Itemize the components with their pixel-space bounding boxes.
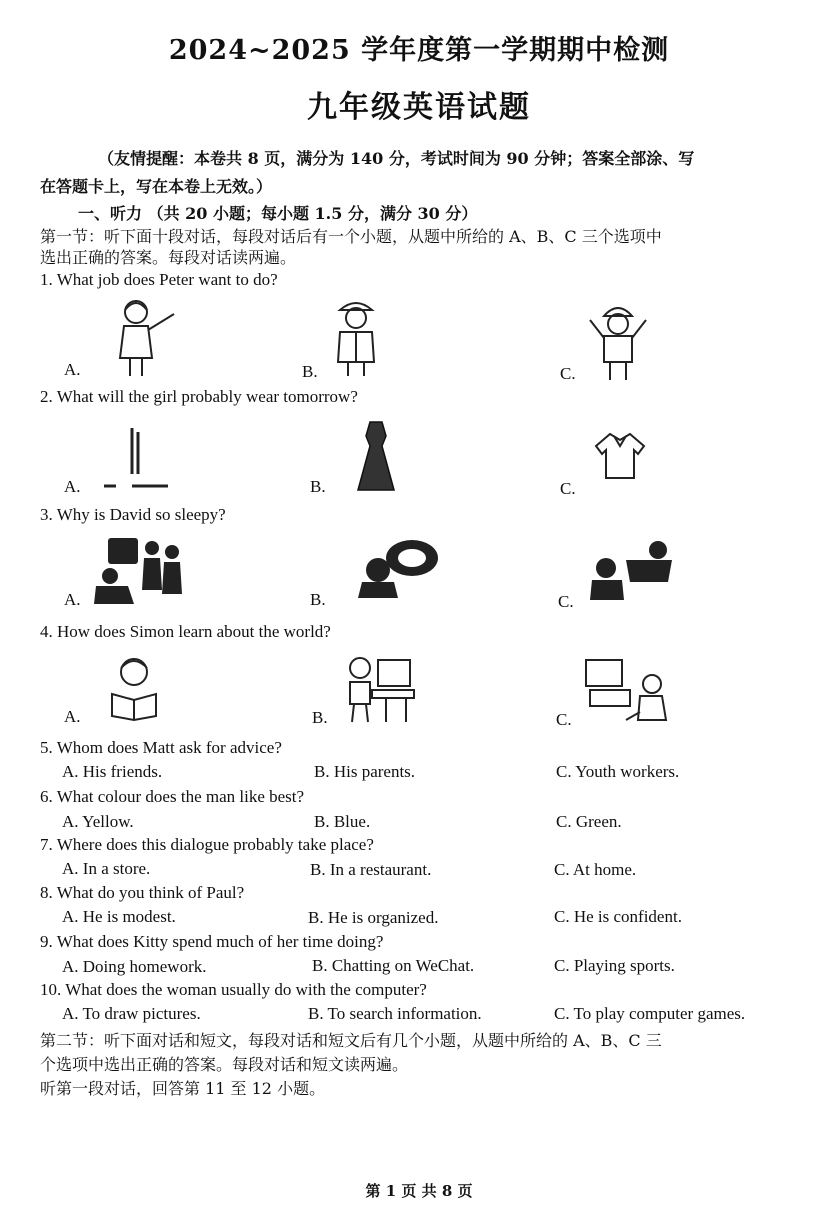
part-2-instruction-line-2: 个选项中选出正确的答案。每段对话和短文读两遍。 — [40, 1055, 409, 1074]
part-2-instruction-line-1: 第二节：听下面对话和短文，每段对话和短文后有几个小题，从题中所给的 A、B、C 三 — [40, 1031, 662, 1050]
exam-subtitle: 九年级英语试题 — [307, 90, 531, 125]
exam-title: 2024~2025 学年度第一学期期中检测 — [168, 35, 670, 66]
q3-label-b: B. — [310, 590, 326, 609]
q6-option-c: C. Green. — [556, 812, 622, 831]
part-1-instruction-line-1: 第一节：听下面十段对话，每段对话后有一个小题，从题中所给的 A、B、C 三个选项中 — [40, 227, 662, 246]
question-10: 10. What does the woman usually do with the computer? — [40, 980, 427, 999]
q1-label-a: A. — [64, 360, 81, 379]
polo-shirt-picture — [594, 430, 646, 482]
family-watching-tv-picture — [94, 534, 186, 606]
q2-label-c: C. — [560, 479, 576, 498]
q6-option-a: A. Yellow. — [62, 812, 134, 831]
q4-label-a: A. — [64, 707, 81, 726]
question-9: 9. What does Kitty spend much of her time doing? — [40, 932, 384, 951]
q10-option-c: C. To play computer games. — [554, 1004, 746, 1023]
q5-option-b: B. His parents. — [314, 762, 416, 781]
girl-on-phone-picture — [356, 536, 444, 598]
dress-picture — [356, 420, 396, 492]
question-1: 1. What job does Peter want to do? — [40, 270, 278, 289]
q8-option-a: A. He is modest. — [62, 907, 176, 926]
page-number: 第 1 页 共 8 页 — [365, 1182, 473, 1200]
q2-label-a: A. — [64, 477, 81, 496]
q3-label-a: A. — [64, 590, 81, 609]
section-1-heading: 一、听力 （共 20 小题；每小题 1.5 分，满分 30 分） — [78, 204, 478, 223]
question-6: 6. What colour does the man like best? — [40, 787, 305, 806]
q7-option-b: B. In a restaurant. — [310, 860, 432, 879]
doctor-picture — [328, 296, 384, 378]
q3-label-c: C. — [558, 592, 574, 611]
q5-option-c: C. Youth workers. — [556, 762, 680, 781]
question-8: 8. What do you think of Paul? — [40, 883, 245, 902]
q4-label-b: B. — [312, 708, 328, 727]
q10-option-a: A. To draw pictures. — [62, 1004, 201, 1023]
notice-line-2: 在答题卡上，写在本卷上无效。） — [40, 177, 273, 196]
computer-user-picture — [342, 654, 416, 724]
question-2: 2. What will the girl probably wear tomorrow? — [40, 387, 358, 406]
part-1-instruction-line-2: 选出正确的答案。每段对话读两遍。 — [40, 248, 297, 267]
question-3: 3. Why is David so sleepy? — [40, 505, 226, 524]
q7-option-a: A. In a store. — [62, 859, 151, 878]
q1-label-c: C. — [560, 364, 576, 383]
boy-playing-games-picture — [590, 538, 674, 602]
shirt-on-hanger-picture — [102, 424, 170, 490]
q9-option-a: A. Doing homework. — [62, 957, 207, 976]
q6-option-b: B. Blue. — [314, 812, 371, 831]
question-5: 5. Whom does Matt ask for advice? — [40, 738, 282, 757]
q8-option-c: C. He is confident. — [554, 907, 682, 926]
man-watching-tv-picture — [582, 656, 674, 726]
part-2-dialogue-1-instruction: 听第一段对话，回答第 11 至 12 小题。 — [40, 1079, 326, 1098]
q4-label-c: C. — [556, 710, 572, 729]
question-4: 4. How does Simon learn about the world? — [40, 622, 331, 641]
q2-label-b: B. — [310, 477, 326, 496]
worker-picture — [586, 302, 650, 382]
notice-line-1: （友情提醒：本卷共 8 页，满分为 140 分，考试时间为 90 分钟；答案全部涂、写 — [98, 149, 695, 168]
q10-option-b: B. To search information. — [308, 1004, 482, 1023]
q1-label-b: B. — [302, 362, 318, 381]
boy-reading-picture — [104, 654, 166, 722]
teacher-picture — [112, 296, 184, 378]
question-7: 7. Where does this dialogue probably take place? — [40, 835, 374, 854]
q5-option-a: A. His friends. — [62, 762, 163, 781]
q8-option-b: B. He is organized. — [308, 908, 439, 927]
q9-option-b: B. Chatting on WeChat. — [312, 956, 475, 975]
q9-option-c: C. Playing sports. — [554, 956, 675, 975]
q7-option-c: C. At home. — [554, 860, 637, 879]
